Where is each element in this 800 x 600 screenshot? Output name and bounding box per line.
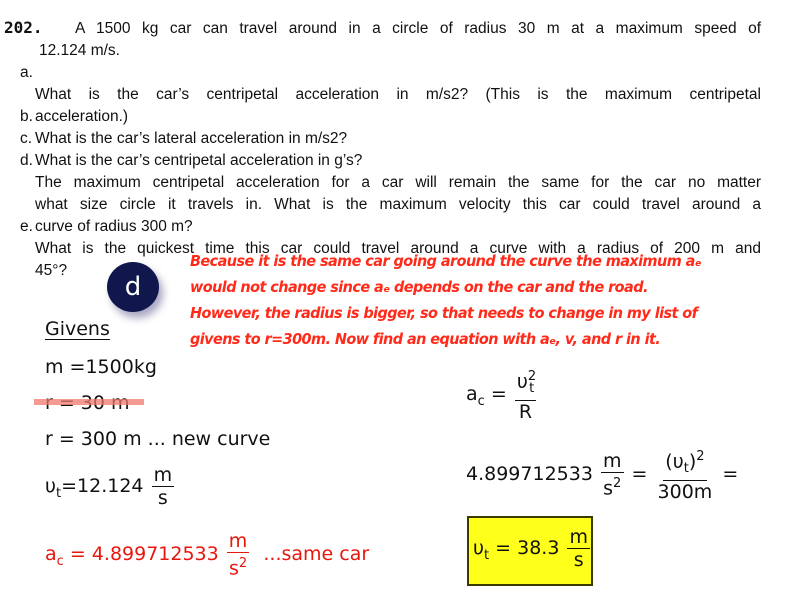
problem-statement-line2: 12.124 m/s. xyxy=(39,42,120,59)
note-line: would not change since aₑ depends on the car and the road. xyxy=(190,278,648,296)
part-text: 45°? xyxy=(35,262,68,279)
part-label: b. xyxy=(20,108,33,125)
part-text: acceleration.) xyxy=(35,108,129,125)
unit-fraction: $\frac{m}{s}$ xyxy=(153,464,173,509)
part-label: d. xyxy=(20,152,33,169)
given-mass: m =1500kg xyxy=(45,356,157,378)
part-b xyxy=(20,106,761,147)
given-acceleration: $a_c = 4.899712533$ $\frac{m}{s^2}$ ...same car xyxy=(45,530,370,580)
formula-fraction: $\frac{\upsilon^2_t}{R}$ xyxy=(515,366,536,423)
part-label: e. xyxy=(20,218,33,235)
part-label: c. xyxy=(20,130,33,147)
part-badge: d xyxy=(107,262,159,312)
part-text: curve of radius 300 m? xyxy=(35,218,193,235)
givens-title: Givens xyxy=(45,318,110,340)
part-text: what size circle it travels in. What is the maximum velocity this car could travel around a xyxy=(35,196,761,213)
problem-number: 202. xyxy=(4,18,43,37)
explanation-note xyxy=(190,248,739,352)
note-line: However, the radius is bigger, so that needs to change in my list of xyxy=(190,304,698,322)
problem-statement-line1: A 1500 kg car can travel around in a circle of radius 30 m at a maximum speed of xyxy=(75,20,761,37)
note-line: Because it is the same car going around the curve the maximum aₑ xyxy=(190,252,702,270)
unit-fraction: $\frac{m}{s^2}$ xyxy=(228,530,248,580)
formula-centripetal: $a_c$ = $\frac{\upsilon^2_t}{R}$ xyxy=(466,366,538,423)
part-a xyxy=(20,62,761,125)
given-new-radius: r = 300 m ... new curve xyxy=(45,428,271,450)
part-text: What is the car’s centripetal acceleration in g’s? xyxy=(35,152,363,169)
strikethrough-mark xyxy=(34,399,144,405)
part-text: The maximum centripetal acceleration for a car will remain the same for the car no matter xyxy=(35,174,761,191)
note-line: givens to r=300m. Now find an equation with aₑ, v, and r in it. xyxy=(190,330,661,348)
part-text: What is the quickest time this car could travel around a curve with a radius of 200 m and xyxy=(35,240,761,257)
part-text: What is the car’s centripetal acceleration in m/s2? (This is the maximum centripetal xyxy=(35,86,761,103)
answer-velocity: $\upsilon_t = 38.3$ $\frac{m}{s}$ xyxy=(473,526,588,571)
part-label: a. xyxy=(20,64,33,81)
given-velocity: $\upsilon_t=12.124$ $\frac{m}{s}$ xyxy=(45,464,173,509)
substitution-equation: 4.899712533 $\frac{m}{s^2}$ = $\frac{(\upsilon_t)^2}{300m}$ = xyxy=(466,446,738,503)
part-d xyxy=(20,150,761,235)
part-text: What is the car’s lateral acceleration in m/s2? xyxy=(35,130,348,147)
part-c xyxy=(20,128,761,169)
